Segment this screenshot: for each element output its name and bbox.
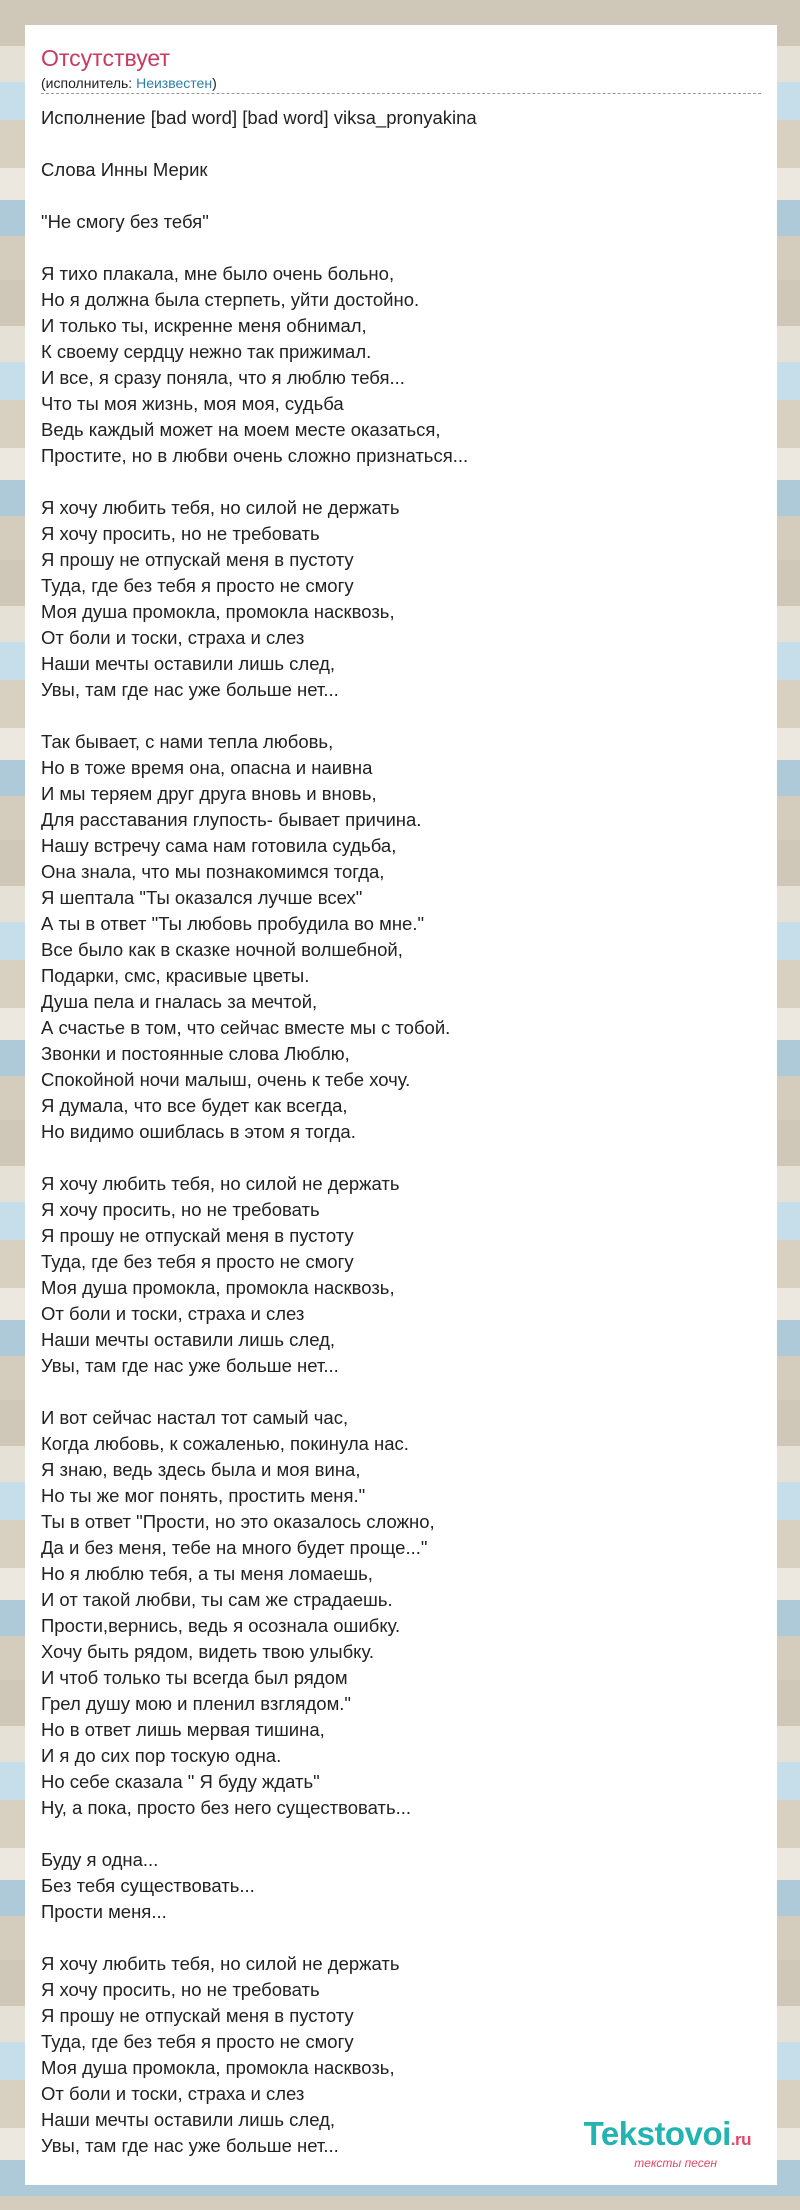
artist-suffix: ) <box>212 75 217 91</box>
lyrics-line: А счастье в том, что сейчас вместе мы с тобой. <box>41 1017 451 1038</box>
lyrics-blank-line <box>41 1925 761 1951</box>
lyrics-line: А ты в ответ "Ты любовь пробудила во мне." <box>41 913 425 934</box>
lyrics-line: Слова Инны Мерик <box>41 159 208 180</box>
lyrics-line: Увы, там где нас уже больше нет... <box>41 1355 339 1376</box>
lyrics-line: Туда, где без тебя я просто не смогу <box>41 2031 354 2052</box>
lyrics-line: Подарки, смс, красивые цветы. <box>41 965 310 986</box>
lyrics-line: Моя душа промокла, промокла насквозь, <box>41 601 395 622</box>
lyrics-line: Грел душу мою и пленил взглядом." <box>41 1693 352 1714</box>
lyrics-blank-line <box>41 469 761 495</box>
lyrics-line: И я до сих пор тоскую одна. <box>41 1745 282 1766</box>
lyrics-line: Я хочу любить тебя, но силой не держать <box>41 1173 400 1194</box>
artist-link[interactable]: Неизвестен <box>136 75 213 91</box>
lyrics-line: Туда, где без тебя я просто не смогу <box>41 575 354 596</box>
lyrics-line: Но видимо ошиблась в этом я тогда. <box>41 1121 356 1142</box>
lyrics-card <box>25 25 777 2185</box>
lyrics-line: Но я люблю тебя, а ты меня ломаешь, <box>41 1563 373 1584</box>
lyrics-line: Звонки и постоянные слова Люблю, <box>41 1043 350 1064</box>
lyrics-line: Нашу встречу сама нам готовила судьба, <box>41 835 397 856</box>
lyrics-blank-line <box>41 131 761 157</box>
lyrics-line: Спокойной ночи малыш, очень к тебе хочу. <box>41 1069 411 1090</box>
lyrics-line: Буду я одна... <box>41 1849 159 1870</box>
lyrics-line: Я тихо плакала, мне было очень больно, <box>41 263 395 284</box>
lyrics-line: Но в тоже время она, опасна и наивна <box>41 757 373 778</box>
lyrics-blank-line <box>41 1145 761 1171</box>
lyrics-line: И мы теряем друг друга вновь и вновь, <box>41 783 377 804</box>
lyrics-line: Наши мечты оставили лишь след, <box>41 2109 336 2130</box>
site-logo[interactable] <box>584 2117 751 2169</box>
lyrics-line: От боли и тоски, страха и слез <box>41 2083 305 2104</box>
lyrics-line: Но ты же мог понять, простить меня." <box>41 1485 366 1506</box>
lyrics-line: Хочу быть рядом, видеть твою улыбку. <box>41 1641 375 1662</box>
lyrics-line: "Не смогу без тебя" <box>41 211 209 232</box>
lyrics-line: Все было как в сказке ночной волшебной, <box>41 939 403 960</box>
lyrics-line: Я шептала "Ты оказался лучше всех" <box>41 887 363 908</box>
lyrics-line: Она знала, что мы познакомимся тогда, <box>41 861 385 882</box>
artist-line <box>41 73 217 93</box>
lyrics-line: Простите, но в любви очень сложно признаться... <box>41 445 469 466</box>
lyrics-line: Душа пела и гналась за мечтой, <box>41 991 318 1012</box>
lyrics-line: Но я должна была стерпеть, уйти достойно. <box>41 289 420 310</box>
logo-tagline: тексты песен <box>634 2156 717 2170</box>
lyrics-line: И вот сейчас настал тот самый час, <box>41 1407 349 1428</box>
song-title: Отсутствует <box>41 45 170 71</box>
lyrics-line: Ты в ответ "Прости, но это оказалось сложно, <box>41 1511 435 1532</box>
lyrics-line: Увы, там где нас уже больше нет... <box>41 2135 339 2156</box>
lyrics-line: И только ты, искренне меня обнимал, <box>41 315 367 336</box>
lyrics-blank-line <box>41 703 761 729</box>
lyrics-line: Я знаю, ведь здесь была и моя вина, <box>41 1459 361 1480</box>
lyrics-text <box>41 105 761 2159</box>
title-divider <box>41 93 761 94</box>
lyrics-line: Ведь каждый может на моем месте оказаться, <box>41 419 441 440</box>
lyrics-line: Моя душа промокла, промокла насквозь, <box>41 2057 395 2078</box>
lyrics-line: Увы, там где нас уже больше нет... <box>41 679 339 700</box>
lyrics-line: Прости,вернись, ведь я осознала ошибку. <box>41 1615 401 1636</box>
lyrics-line: И все, я сразу поняла, что я люблю тебя... <box>41 367 405 388</box>
lyrics-blank-line <box>41 1821 761 1847</box>
lyrics-line: Я хочу любить тебя, но силой не держать <box>41 1953 400 1974</box>
lyrics-line: Наши мечты оставили лишь след, <box>41 1329 336 1350</box>
lyrics-blank-line <box>41 1379 761 1405</box>
lyrics-blank-line <box>41 183 761 209</box>
logo-wordmark <box>584 2117 751 2157</box>
lyrics-blank-line <box>41 235 761 261</box>
lyrics-line: Я хочу просить, но не требовать <box>41 1979 320 2000</box>
lyrics-line: Но себе сказала " Я буду ждать" <box>41 1771 320 1792</box>
lyrics-line: Я думала, что все будет как всегда, <box>41 1095 348 1116</box>
logo-name: Tekstovoi <box>583 2115 731 2152</box>
lyrics-line: Я прошу не отпускай меня в пустоту <box>41 1225 354 1246</box>
lyrics-line: Я хочу просить, но не требовать <box>41 523 320 544</box>
lyrics-line: От боли и тоски, страха и слез <box>41 1303 305 1324</box>
lyrics-line: И от такой любви, ты сам же страдаешь. <box>41 1589 393 1610</box>
lyrics-line: Но в ответ лишь мервая тишина, <box>41 1719 325 1740</box>
lyrics-line: Без тебя существовать... <box>41 1875 255 1896</box>
lyrics-line: От боли и тоски, страха и слез <box>41 627 305 648</box>
lyrics-line: Да и без меня, тебе на много будет проще..." <box>41 1537 428 1558</box>
lyrics-line: К своему сердцу нежно так прижимал. <box>41 341 372 362</box>
lyrics-line: Наши мечты оставили лишь след, <box>41 653 336 674</box>
lyrics-line: Что ты моя жизнь, моя моя, судьба <box>41 393 344 414</box>
lyrics-line: Для расставания глупость- бывает причина. <box>41 809 422 830</box>
lyrics-line: Я прошу не отпускай меня в пустоту <box>41 2005 354 2026</box>
lyrics-line: Когда любовь, к сожаленью, покинула нас. <box>41 1433 409 1454</box>
lyrics-line: Исполнение [bad word] [bad word] viksa_pronyakina <box>41 107 477 128</box>
lyrics-line: Туда, где без тебя я просто не смогу <box>41 1251 354 1272</box>
lyrics-line: Я хочу просить, но не требовать <box>41 1199 320 1220</box>
logo-tld: .ru <box>730 2130 751 2149</box>
lyrics-line: Прости меня... <box>41 1901 167 1922</box>
lyrics-line: Я прошу не отпускай меня в пустоту <box>41 549 354 570</box>
artist-prefix: (исполнитель: <box>41 75 137 91</box>
lyrics-line: Я хочу любить тебя, но силой не держать <box>41 497 400 518</box>
lyrics-line: И чтоб только ты всегда был рядом <box>41 1667 348 1688</box>
lyrics-line: Ну, а пока, просто без него существовать... <box>41 1797 412 1818</box>
lyrics-line: Так бывает, с нами тепла любовь, <box>41 731 334 752</box>
lyrics-line: Моя душа промокла, промокла насквозь, <box>41 1277 395 1298</box>
